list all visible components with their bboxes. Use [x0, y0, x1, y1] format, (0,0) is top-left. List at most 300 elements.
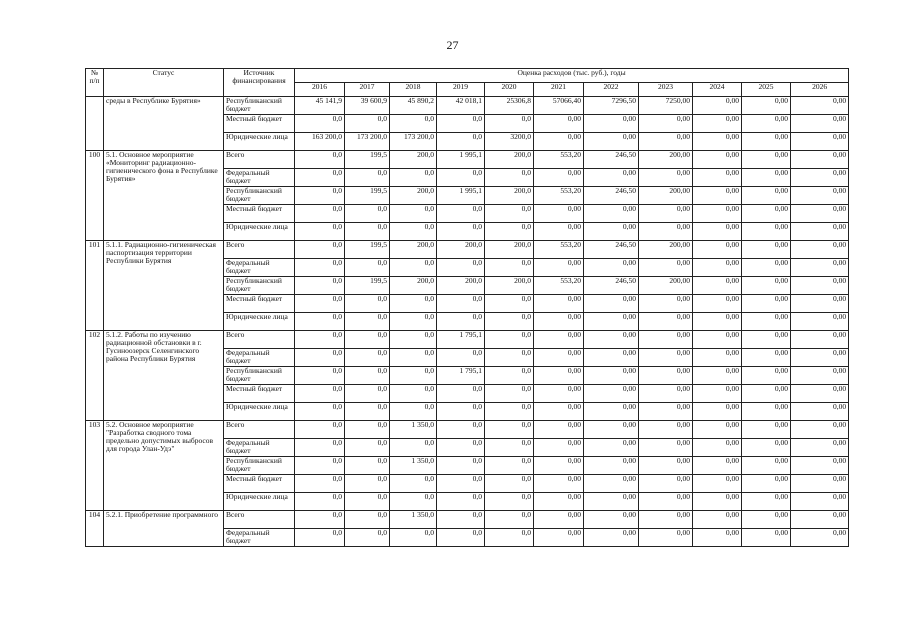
amount-cell: 0,00 — [534, 223, 584, 241]
amount-cell: 0,00 — [742, 295, 791, 313]
amount-cell: 173 200,0 — [390, 133, 437, 151]
amount-cell: 0,00 — [639, 295, 693, 313]
amount-cell: 0,00 — [693, 349, 742, 367]
amount-cell: 0,00 — [584, 511, 639, 529]
amount-cell: 0,00 — [534, 421, 584, 439]
amount-cell: 1 995,1 — [437, 187, 485, 205]
amount-cell: 57066,40 — [534, 97, 584, 115]
amount-cell: 0,0 — [390, 223, 437, 241]
year-header: 2017 — [345, 83, 390, 97]
amount-cell: 0,00 — [791, 241, 849, 259]
amount-cell: 0,00 — [534, 511, 584, 529]
amount-cell: 1 350,0 — [390, 421, 437, 439]
funding-source-cell: Федеральный бюджет — [224, 169, 295, 187]
funding-source-cell: Местный бюджет — [224, 115, 295, 133]
year-header: 2024 — [693, 83, 742, 97]
amount-cell: 0,00 — [534, 439, 584, 457]
amount-cell: 0,00 — [639, 349, 693, 367]
amount-cell: 0,0 — [390, 349, 437, 367]
amount-cell: 0,00 — [639, 529, 693, 547]
table-row — [86, 331, 849, 349]
amount-cell: 0,00 — [791, 457, 849, 475]
amount-cell: 199,5 — [345, 241, 390, 259]
status-cell: 5.1.1. Радиационно-гигиеническая паспортизация территории Республики Бурятия — [104, 241, 224, 331]
funding-source-cell: Местный бюджет — [224, 475, 295, 493]
year-header: 2020 — [485, 83, 534, 97]
amount-cell: 7296,50 — [584, 97, 639, 115]
amount-cell: 0,00 — [639, 115, 693, 133]
amount-cell: 200,0 — [390, 187, 437, 205]
amount-cell: 0,00 — [693, 169, 742, 187]
funding-source-cell: Федеральный бюджет — [224, 439, 295, 457]
amount-cell: 199,5 — [345, 187, 390, 205]
amount-cell: 246,50 — [584, 241, 639, 259]
amount-cell: 0,00 — [742, 115, 791, 133]
amount-cell: 0,0 — [485, 205, 534, 223]
amount-cell: 0,0 — [295, 385, 345, 403]
amount-cell: 0,0 — [437, 349, 485, 367]
amount-cell: 0,0 — [295, 187, 345, 205]
amount-cell: 0,00 — [693, 385, 742, 403]
amount-cell: 0,0 — [390, 385, 437, 403]
amount-cell: 0,00 — [584, 385, 639, 403]
amount-cell: 0,00 — [791, 385, 849, 403]
amount-cell: 0,0 — [485, 295, 534, 313]
amount-cell: 0,00 — [693, 439, 742, 457]
amount-cell: 0,0 — [295, 349, 345, 367]
amount-cell: 0,00 — [742, 385, 791, 403]
amount-cell: 0,00 — [742, 475, 791, 493]
amount-cell: 0,00 — [639, 511, 693, 529]
amount-cell: 0,0 — [485, 223, 534, 241]
amount-cell: 0,0 — [437, 223, 485, 241]
amount-cell: 0,0 — [390, 169, 437, 187]
amount-cell: 163 200,0 — [295, 133, 345, 151]
amount-cell: 0,00 — [584, 205, 639, 223]
amount-cell: 0,00 — [742, 367, 791, 385]
amount-cell: 1 350,0 — [390, 511, 437, 529]
amount-cell: 0,0 — [345, 475, 390, 493]
amount-cell: 0,00 — [534, 295, 584, 313]
row-number: 103 — [86, 421, 104, 511]
amount-cell: 0,00 — [742, 151, 791, 169]
amount-cell: 0,0 — [485, 475, 534, 493]
amount-cell: 0,00 — [742, 457, 791, 475]
header-row — [86, 69, 849, 83]
amount-cell: 0,0 — [345, 205, 390, 223]
amount-cell: 0,00 — [693, 115, 742, 133]
year-header: 2019 — [437, 83, 485, 97]
amount-cell: 0,00 — [639, 331, 693, 349]
amount-cell: 0,0 — [485, 115, 534, 133]
amount-cell: 0,00 — [639, 457, 693, 475]
amount-cell: 0,0 — [295, 475, 345, 493]
amount-cell: 0,0 — [295, 151, 345, 169]
funding-source-cell: Всего — [224, 331, 295, 349]
amount-cell: 0,00 — [791, 529, 849, 547]
amount-cell: 0,0 — [390, 493, 437, 511]
table-row — [86, 421, 849, 439]
amount-cell: 0,00 — [742, 277, 791, 295]
amount-cell: 1 350,0 — [390, 457, 437, 475]
funding-source-cell: Местный бюджет — [224, 205, 295, 223]
amount-cell: 0,0 — [295, 511, 345, 529]
amount-cell: 0,00 — [639, 385, 693, 403]
amount-cell: 0,00 — [693, 241, 742, 259]
year-header: 2025 — [742, 83, 791, 97]
amount-cell: 200,00 — [639, 277, 693, 295]
amount-cell: 0,0 — [295, 403, 345, 421]
amount-cell: 0,0 — [485, 439, 534, 457]
amount-cell: 0,0 — [437, 439, 485, 457]
amount-cell: 173 200,0 — [345, 133, 390, 151]
amount-cell: 0,0 — [437, 313, 485, 331]
amount-cell: 0,0 — [390, 259, 437, 277]
amount-cell: 0,00 — [639, 223, 693, 241]
amount-cell: 553,20 — [534, 187, 584, 205]
amount-cell: 0,0 — [390, 367, 437, 385]
amount-cell: 0,0 — [345, 331, 390, 349]
amount-cell: 200,0 — [390, 151, 437, 169]
amount-cell: 0,0 — [295, 241, 345, 259]
table-row — [86, 241, 849, 259]
amount-cell: 0,00 — [791, 439, 849, 457]
amount-cell: 0,00 — [742, 313, 791, 331]
amount-cell: 199,5 — [345, 277, 390, 295]
amount-cell: 0,00 — [791, 259, 849, 277]
amount-cell: 0,00 — [693, 223, 742, 241]
amount-cell: 0,00 — [584, 223, 639, 241]
amount-cell: 0,00 — [639, 169, 693, 187]
amount-cell: 0,00 — [534, 169, 584, 187]
amount-cell: 0,00 — [791, 115, 849, 133]
amount-cell: 0,00 — [584, 421, 639, 439]
amount-cell: 0,0 — [437, 385, 485, 403]
amount-cell: 0,00 — [791, 313, 849, 331]
amount-cell: 0,0 — [345, 421, 390, 439]
amount-cell: 200,00 — [639, 151, 693, 169]
amount-cell: 0,0 — [485, 529, 534, 547]
amount-cell: 0,0 — [485, 169, 534, 187]
amount-cell: 0,00 — [639, 403, 693, 421]
funding-source-cell: Федеральный бюджет — [224, 259, 295, 277]
header-source: Источник финансирования — [224, 69, 295, 97]
amount-cell: 0,00 — [639, 313, 693, 331]
year-header: 2018 — [390, 83, 437, 97]
amount-cell: 7250,00 — [639, 97, 693, 115]
amount-cell: 0,0 — [345, 511, 390, 529]
amount-cell: 0,0 — [485, 457, 534, 475]
amount-cell: 0,0 — [390, 205, 437, 223]
amount-cell: 0,00 — [693, 421, 742, 439]
amount-cell: 0,00 — [791, 475, 849, 493]
funding-source-cell: Всего — [224, 421, 295, 439]
amount-cell: 0,0 — [437, 475, 485, 493]
amount-cell: 0,0 — [390, 475, 437, 493]
amount-cell: 0,00 — [693, 97, 742, 115]
amount-cell: 0,00 — [534, 367, 584, 385]
status-cell: 5.2. Основное мероприятие "Разработка сводного тома предельно допустимых выбросов для города Улан-Удэ" — [104, 421, 224, 511]
amount-cell: 0,00 — [791, 349, 849, 367]
row-number — [86, 97, 104, 151]
year-header: 2026 — [791, 83, 849, 97]
amount-cell: 0,00 — [584, 493, 639, 511]
amount-cell: 0,00 — [693, 475, 742, 493]
amount-cell: 0,00 — [742, 421, 791, 439]
amount-cell: 0,0 — [390, 115, 437, 133]
amount-cell: 0,00 — [534, 385, 584, 403]
amount-cell: 0,00 — [639, 475, 693, 493]
amount-cell: 0,00 — [639, 421, 693, 439]
amount-cell: 45 141,9 — [295, 97, 345, 115]
funding-source-cell: Республиканский бюджет — [224, 277, 295, 295]
amount-cell: 0,0 — [485, 259, 534, 277]
header-status: Статус — [104, 69, 224, 97]
amount-cell: 0,00 — [534, 529, 584, 547]
amount-cell: 0,00 — [534, 349, 584, 367]
amount-cell: 0,0 — [390, 313, 437, 331]
amount-cell: 0,0 — [345, 313, 390, 331]
funding-source-cell: Всего — [224, 151, 295, 169]
row-number: 102 — [86, 331, 104, 421]
amount-cell: 553,20 — [534, 241, 584, 259]
funding-source-cell: Юридические лица — [224, 493, 295, 511]
header-num: № п/п — [86, 69, 104, 97]
year-header: 2023 — [639, 83, 693, 97]
amount-cell: 0,00 — [534, 313, 584, 331]
amount-cell: 0,00 — [791, 97, 849, 115]
amount-cell: 0,00 — [584, 331, 639, 349]
amount-cell: 0,00 — [584, 115, 639, 133]
amount-cell: 0,00 — [791, 187, 849, 205]
amount-cell: 1 995,1 — [437, 151, 485, 169]
amount-cell: 0,00 — [534, 115, 584, 133]
amount-cell: 0,00 — [534, 475, 584, 493]
amount-cell: 0,0 — [437, 169, 485, 187]
amount-cell: 0,00 — [742, 493, 791, 511]
amount-cell: 0,00 — [693, 457, 742, 475]
amount-cell: 0,00 — [639, 493, 693, 511]
table-row — [86, 511, 849, 529]
status-cell: 5.2.1. Приобретение программного — [104, 511, 224, 547]
amount-cell: 0,00 — [791, 223, 849, 241]
row-number: 101 — [86, 241, 104, 331]
budget-table — [85, 68, 849, 547]
amount-cell: 0,0 — [345, 367, 390, 385]
amount-cell: 0,00 — [584, 439, 639, 457]
amount-cell: 0,0 — [345, 115, 390, 133]
amount-cell: 0,0 — [485, 421, 534, 439]
amount-cell: 0,00 — [791, 421, 849, 439]
amount-cell: 0,00 — [584, 457, 639, 475]
amount-cell: 0,0 — [295, 421, 345, 439]
amount-cell: 0,0 — [437, 421, 485, 439]
amount-cell: 0,0 — [437, 511, 485, 529]
amount-cell: 0,00 — [693, 259, 742, 277]
amount-cell: 0,0 — [485, 313, 534, 331]
amount-cell: 0,0 — [295, 439, 345, 457]
amount-cell: 0,00 — [742, 169, 791, 187]
amount-cell: 0,0 — [295, 493, 345, 511]
amount-cell: 0,00 — [584, 259, 639, 277]
amount-cell: 200,0 — [485, 277, 534, 295]
amount-cell: 1 795,1 — [437, 331, 485, 349]
amount-cell: 0,00 — [791, 169, 849, 187]
amount-cell: 0,00 — [534, 403, 584, 421]
funding-source-cell: Республиканский бюджет — [224, 367, 295, 385]
amount-cell: 0,00 — [584, 529, 639, 547]
amount-cell: 0,00 — [742, 529, 791, 547]
amount-cell: 0,00 — [742, 223, 791, 241]
amount-cell: 0,00 — [742, 403, 791, 421]
amount-cell: 0,0 — [437, 205, 485, 223]
amount-cell: 0,00 — [534, 259, 584, 277]
amount-cell: 0,00 — [791, 493, 849, 511]
amount-cell: 0,00 — [791, 403, 849, 421]
amount-cell: 0,00 — [742, 331, 791, 349]
amount-cell: 0,0 — [485, 403, 534, 421]
status-cell: 5.1. Основное мероприятие «Мониторинг радиационно-гигиенического фона в Республике Бурятия» — [104, 151, 224, 241]
amount-cell: 0,00 — [584, 169, 639, 187]
amount-cell: 0,00 — [693, 331, 742, 349]
amount-cell: 0,0 — [295, 295, 345, 313]
amount-cell: 0,00 — [584, 367, 639, 385]
amount-cell: 0,00 — [791, 277, 849, 295]
funding-source-cell: Местный бюджет — [224, 385, 295, 403]
row-number: 104 — [86, 511, 104, 547]
amount-cell: 0,00 — [791, 205, 849, 223]
amount-cell: 0,00 — [742, 187, 791, 205]
funding-source-cell: Республиканский бюджет — [224, 187, 295, 205]
amount-cell: 0,00 — [639, 439, 693, 457]
amount-cell: 0,0 — [345, 349, 390, 367]
amount-cell: 0,0 — [295, 205, 345, 223]
amount-cell: 0,0 — [485, 385, 534, 403]
amount-cell: 0,00 — [534, 133, 584, 151]
amount-cell: 0,00 — [693, 529, 742, 547]
funding-source-cell: Юридические лица — [224, 313, 295, 331]
amount-cell: 0,00 — [639, 133, 693, 151]
amount-cell: 0,00 — [693, 295, 742, 313]
table-row — [86, 151, 849, 169]
amount-cell: 553,20 — [534, 151, 584, 169]
amount-cell: 0,0 — [390, 439, 437, 457]
amount-cell: 0,0 — [437, 115, 485, 133]
amount-cell: 0,0 — [295, 529, 345, 547]
amount-cell: 200,0 — [485, 241, 534, 259]
funding-source-cell: Республиканский бюджет — [224, 97, 295, 115]
header-estimate: Оценка расходов (тыс. руб.), годы — [295, 69, 849, 83]
funding-source-cell: Республиканский бюджет — [224, 457, 295, 475]
amount-cell: 0,00 — [584, 475, 639, 493]
amount-cell: 199,5 — [345, 151, 390, 169]
amount-cell: 0,0 — [390, 529, 437, 547]
amount-cell: 0,00 — [584, 313, 639, 331]
amount-cell: 246,50 — [584, 187, 639, 205]
amount-cell: 0,0 — [295, 457, 345, 475]
amount-cell: 0,0 — [437, 493, 485, 511]
amount-cell: 0,00 — [791, 295, 849, 313]
amount-cell: 3200,0 — [485, 133, 534, 151]
amount-cell: 200,00 — [639, 187, 693, 205]
amount-cell: 0,00 — [693, 313, 742, 331]
amount-cell: 0,0 — [390, 331, 437, 349]
amount-cell: 0,00 — [534, 331, 584, 349]
amount-cell: 0,0 — [345, 385, 390, 403]
amount-cell: 0,00 — [693, 367, 742, 385]
funding-source-cell: Федеральный бюджет — [224, 529, 295, 547]
amount-cell: 200,0 — [485, 187, 534, 205]
amount-cell: 200,0 — [485, 151, 534, 169]
amount-cell: 0,00 — [693, 403, 742, 421]
amount-cell: 0,0 — [345, 169, 390, 187]
amount-cell: 0,00 — [534, 493, 584, 511]
amount-cell: 0,00 — [693, 277, 742, 295]
amount-cell: 0,00 — [693, 205, 742, 223]
amount-cell: 0,0 — [295, 259, 345, 277]
amount-cell: 0,00 — [693, 493, 742, 511]
amount-cell: 0,0 — [345, 439, 390, 457]
table-row — [86, 97, 849, 115]
amount-cell: 0,0 — [437, 295, 485, 313]
amount-cell: 0,0 — [295, 313, 345, 331]
amount-cell: 0,0 — [345, 403, 390, 421]
amount-cell: 0,0 — [345, 259, 390, 277]
amount-cell: 0,0 — [485, 367, 534, 385]
funding-source-cell: Всего — [224, 511, 295, 529]
amount-cell: 0,0 — [485, 511, 534, 529]
amount-cell: 45 890,2 — [390, 97, 437, 115]
year-header: 2021 — [534, 83, 584, 97]
amount-cell: 0,00 — [742, 439, 791, 457]
amount-cell: 0,00 — [584, 133, 639, 151]
amount-cell: 0,00 — [693, 151, 742, 169]
funding-source-cell: Федеральный бюджет — [224, 349, 295, 367]
funding-source-cell: Юридические лица — [224, 133, 295, 151]
amount-cell: 0,0 — [345, 223, 390, 241]
amount-cell: 0,0 — [390, 295, 437, 313]
amount-cell: 200,00 — [639, 241, 693, 259]
amount-cell: 0,00 — [534, 205, 584, 223]
amount-cell: 1 795,1 — [437, 367, 485, 385]
amount-cell: 0,00 — [791, 367, 849, 385]
amount-cell: 0,0 — [485, 493, 534, 511]
amount-cell: 0,00 — [693, 133, 742, 151]
year-header: 2016 — [295, 83, 345, 97]
amount-cell: 0,0 — [345, 529, 390, 547]
amount-cell: 0,0 — [345, 457, 390, 475]
amount-cell: 0,00 — [742, 205, 791, 223]
status-cell: среды в Республике Бурятия» — [104, 97, 224, 151]
amount-cell: 39 600,9 — [345, 97, 390, 115]
funding-source-cell: Юридические лица — [224, 223, 295, 241]
amount-cell: 0,00 — [742, 133, 791, 151]
amount-cell: 0,00 — [534, 457, 584, 475]
amount-cell: 0,00 — [742, 349, 791, 367]
amount-cell: 0,0 — [295, 169, 345, 187]
amount-cell: 0,0 — [437, 457, 485, 475]
amount-cell: 0,00 — [742, 259, 791, 277]
amount-cell: 0,0 — [437, 403, 485, 421]
funding-source-cell: Местный бюджет — [224, 295, 295, 313]
funding-source-cell: Юридические лица — [224, 403, 295, 421]
amount-cell: 0,00 — [693, 511, 742, 529]
amount-cell: 200,0 — [390, 277, 437, 295]
amount-cell: 0,00 — [584, 403, 639, 421]
amount-cell: 0,00 — [639, 367, 693, 385]
amount-cell: 0,0 — [295, 223, 345, 241]
amount-cell: 0,00 — [791, 151, 849, 169]
